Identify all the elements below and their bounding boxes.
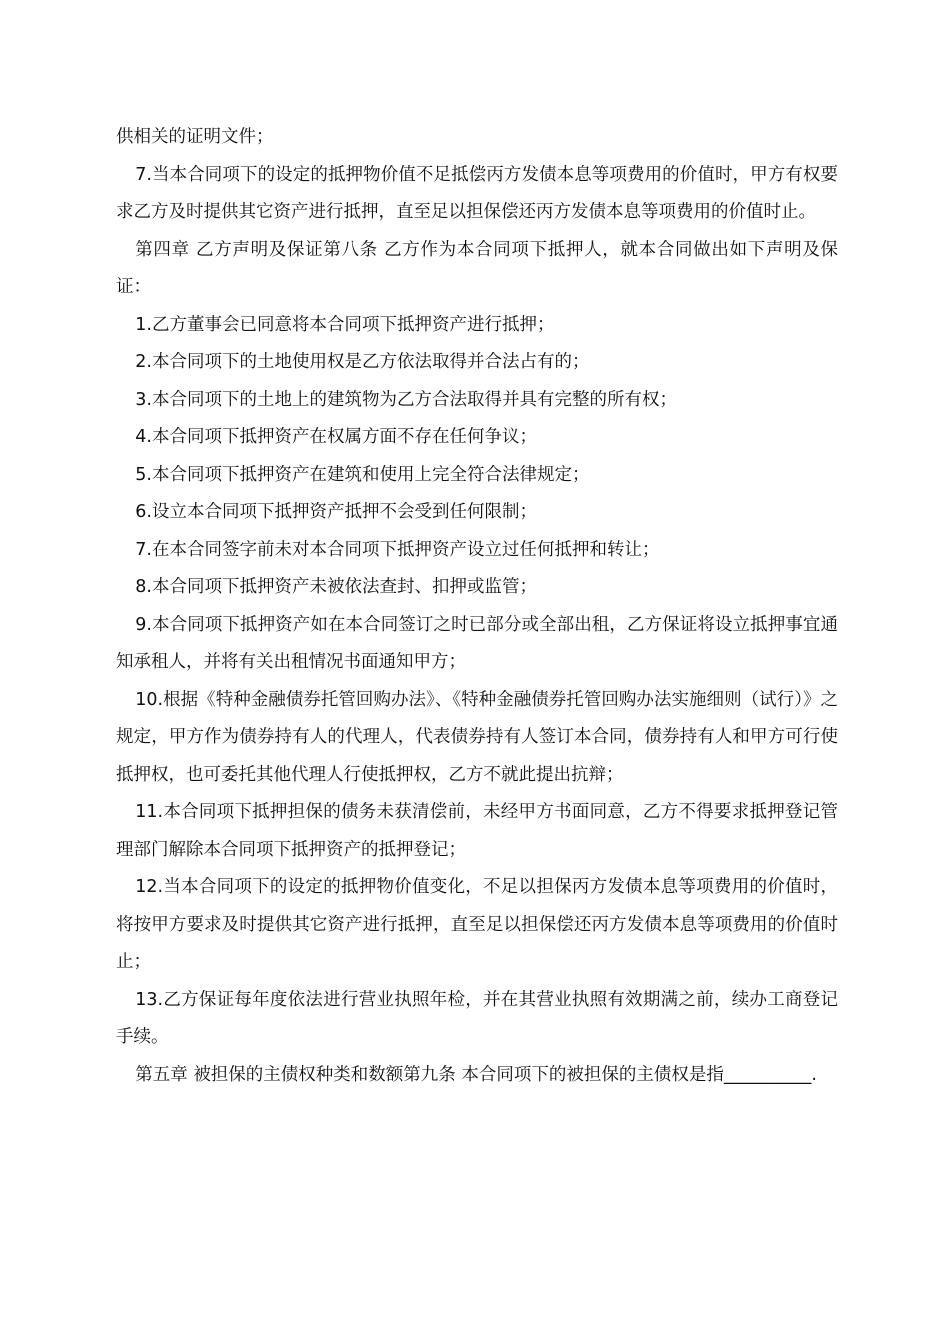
document-body	[116, 119, 838, 1094]
list-item: 8.本合同项下抵押资产未被依法查封、扣押或监管；	[135, 577, 537, 597]
list-item: 1.乙方董事会已同意将本合同项下抵押资产进行抵押；	[135, 314, 555, 335]
list-item: 6.设立本合同项下抵押资产抵押不会受到任何限制；	[135, 502, 537, 522]
list-item: 5.本合同项下抵押资产在建筑和使用上完全符合法律规定；	[135, 464, 590, 485]
paragraph-clause-7: 7.当本合同项下的设定的抵押物价值不足抵偿丙方发债本息等项费用的价值时，甲方有权要求乙方及时提供其它资产进行抵押，直至足以担保偿还丙方发债本息等项费用的价值时止。	[116, 164, 838, 222]
list-item: 2.本合同项下的土地使用权是乙方依法取得并合法占有的；	[135, 352, 590, 372]
list-item: 13.乙方保证每年度依法进行营业执照年检，并在其营业执照有效期满之前，续办工商登记手续。	[116, 989, 838, 1047]
list-item: 7.在本合同签字前未对本合同项下抵押资产设立过任何抵押和转让；	[135, 539, 660, 560]
paragraph-continuation: 供相关的证明文件；	[116, 127, 274, 147]
list-item: 4.本合同项下抵押资产在权属方面不存在任何争议；	[135, 427, 537, 447]
list-item: 10.根据《特种金融债券托管回购办法》、《特种金融债券托管回购办法实施细则（试行）》之规定，甲方作为债券持有人的代理人，代表债券持有人签订本合同，债券持有人和甲方可行使抵押权，也可委托其他代理人行使抵押权，乙方不就此提出抗辩；	[116, 689, 838, 785]
paragraph-chapter-4: 第四章 乙方声明及保证第八条 乙方作为本合同项下抵押人，就本合同做出如下声明及保证：	[116, 239, 838, 297]
list-item: 12.当本合同项下的设定的抵押物价值变化，不足以担保丙方发债本息等项费用的价值时，将按甲方要求及时提供其它资产进行抵押，直至足以担保偿还丙方发债本息等项费用的价值时止；	[116, 877, 838, 972]
list-item: 9.本合同项下抵押资产如在本合同签订之时已部分或全部出租，乙方保证将设立抵押事宜通知承租人，并将有关出租情况书面通知甲方；	[116, 614, 838, 672]
list-item: 11.本合同项下抵押担保的债务未获清偿前，未经甲方书面同意，乙方不得要求抵押登记管理部门解除本合同项下抵押资产的抵押登记；	[116, 802, 838, 860]
list-item: 3.本合同项下的土地上的建筑物为乙方合法取得并具有完整的所有权；	[135, 389, 677, 410]
paragraph-chapter-5: 第五章 被担保的主债权种类和数额第九条 本合同项下的被担保的主债权是指__________.	[135, 1064, 817, 1085]
